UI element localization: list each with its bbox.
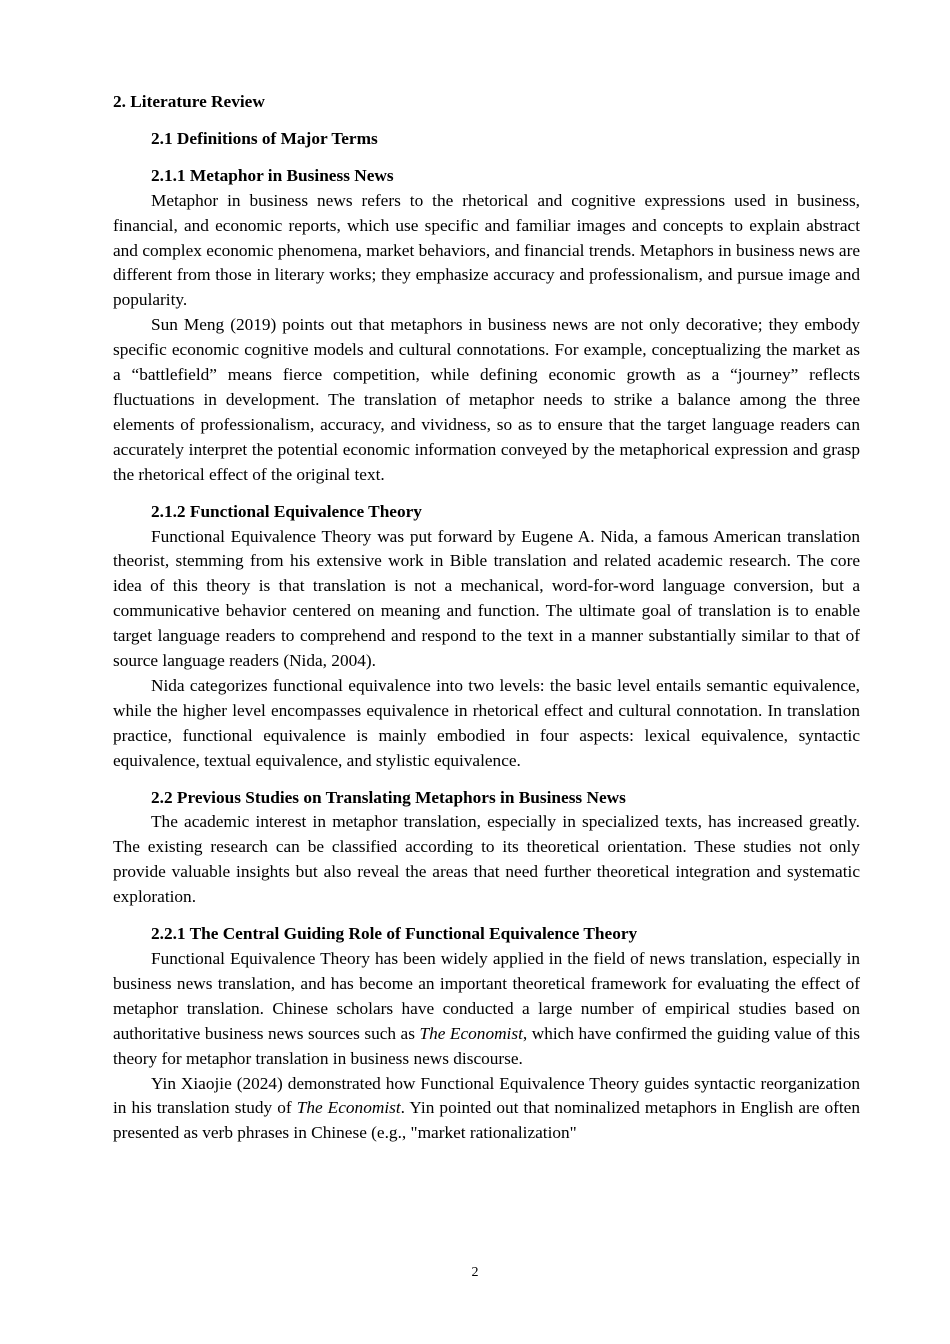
page-body <box>113 90 860 1146</box>
publication-title: The Economist <box>296 1098 401 1118</box>
subsection-previous-studies <box>113 786 860 911</box>
subsubsection-heading-metaphor: 2.1.1 Metaphor in Business News <box>151 165 394 185</box>
subsection-central-guiding-role <box>113 922 860 1146</box>
text-span: Functional Equivalence Theory has been widely applied in the field of news translation, especially in business news translation, and has become an important theoretical framework for evaluating the effect of metaphor translation. Chinese scholars have conducted a large number of empirical studies based on authoritative business news sources such as <box>113 949 860 1043</box>
subsubsection-heading-functional-equivalence: 2.1.2 Functional Equivalence Theory <box>151 501 422 521</box>
paragraph <box>113 947 860 1072</box>
subsection-metaphor-business-news <box>113 164 860 488</box>
paragraph <box>113 1072 860 1147</box>
section-heading-literature-review: 2. Literature Review <box>113 92 265 111</box>
text-span: Yin Xiaojie (2024) demonstrated how Functional Equivalence Theory guides syntactic reorganization in his translation study of <box>113 1073 860 1118</box>
subsubsection-heading-central-guiding-role: 2.2.1 The Central Guiding Role of Functional Equivalence Theory <box>151 924 638 944</box>
text-span: , which have confirmed the guiding value of this theory for metaphor translation in business news discourse. <box>113 1023 860 1068</box>
paragraph: The academic interest in metaphor translation, especially in specialized texts, has increased greatly. The existing research can be classified according to its theoretical orientation. These studies not only provide valuable insights but also reveal the areas that need further theoretical integration and systematic exploration. <box>113 812 860 907</box>
paragraph: Functional Equivalence Theory was put forward by Eugene A. Nida, a famous American translation theorist, stemming from his extensive work in Bible translation and related academic research. The core idea of this theory is that translation is not a mechanical, word-for-word language conversion, but a communicative behavior centered on meaning and function. The ultimate goal of translation is to enable target language readers to comprehend and respond to the text in a manner substantially similar to that of source language readers (Nida, 2004). <box>113 526 860 671</box>
text-span: . Yin pointed out that nominalized metaphors in English are often presented as verb phrases in Chinese (e.g., "market rationalization" <box>113 1098 860 1143</box>
page-number: 2 <box>471 1265 479 1280</box>
subsection-functional-equivalence <box>113 500 860 774</box>
publication-title: The Economist <box>419 1023 523 1043</box>
paragraph: Nida categorizes functional equivalence into two levels: the basic level entails semantic equivalence, while the higher level encompasses equivalence in rhetorical effect and cultural connotation. In translation practice, functional equivalence is mainly embodied in four aspects: lexical equivalence, syntactic equivalence, textual equivalence, and stylistic equivalence. <box>113 675 860 770</box>
paragraph: Metaphor in business news refers to the rhetorical and cognitive expressions used in business, financial, and economic reports, which use specific and familiar images and concepts to explain abstract and complex economic phenomena, market behaviors, and financial trends. Metaphors in business news are different from those in literary works; they emphasize accuracy and professionalism, and pursue image and popularity. <box>113 190 860 310</box>
subsection-heading-previous-studies: 2.2 Previous Studies on Translating Metaphors in Business News <box>151 787 626 807</box>
paragraph: Sun Meng (2019) points out that metaphors in business news are not only decorative; they embody specific economic cognitive models and cultural connotations. For example, conceptualizing the market as a “battlefield” means fierce competition, while defining economic growth as a “journey” reflects fluctuations in development. The translation of metaphor needs to strike a balance among the three elements of professionalism, accuracy, and vividness, so as to ensure that the target language readers can accurately interpret the potential economic information conveyed by the metaphorical expression and grasp the rhetorical effect of the original text. <box>113 315 860 484</box>
subsection-heading-definitions: 2.1 Definitions of Major Terms <box>151 128 378 148</box>
